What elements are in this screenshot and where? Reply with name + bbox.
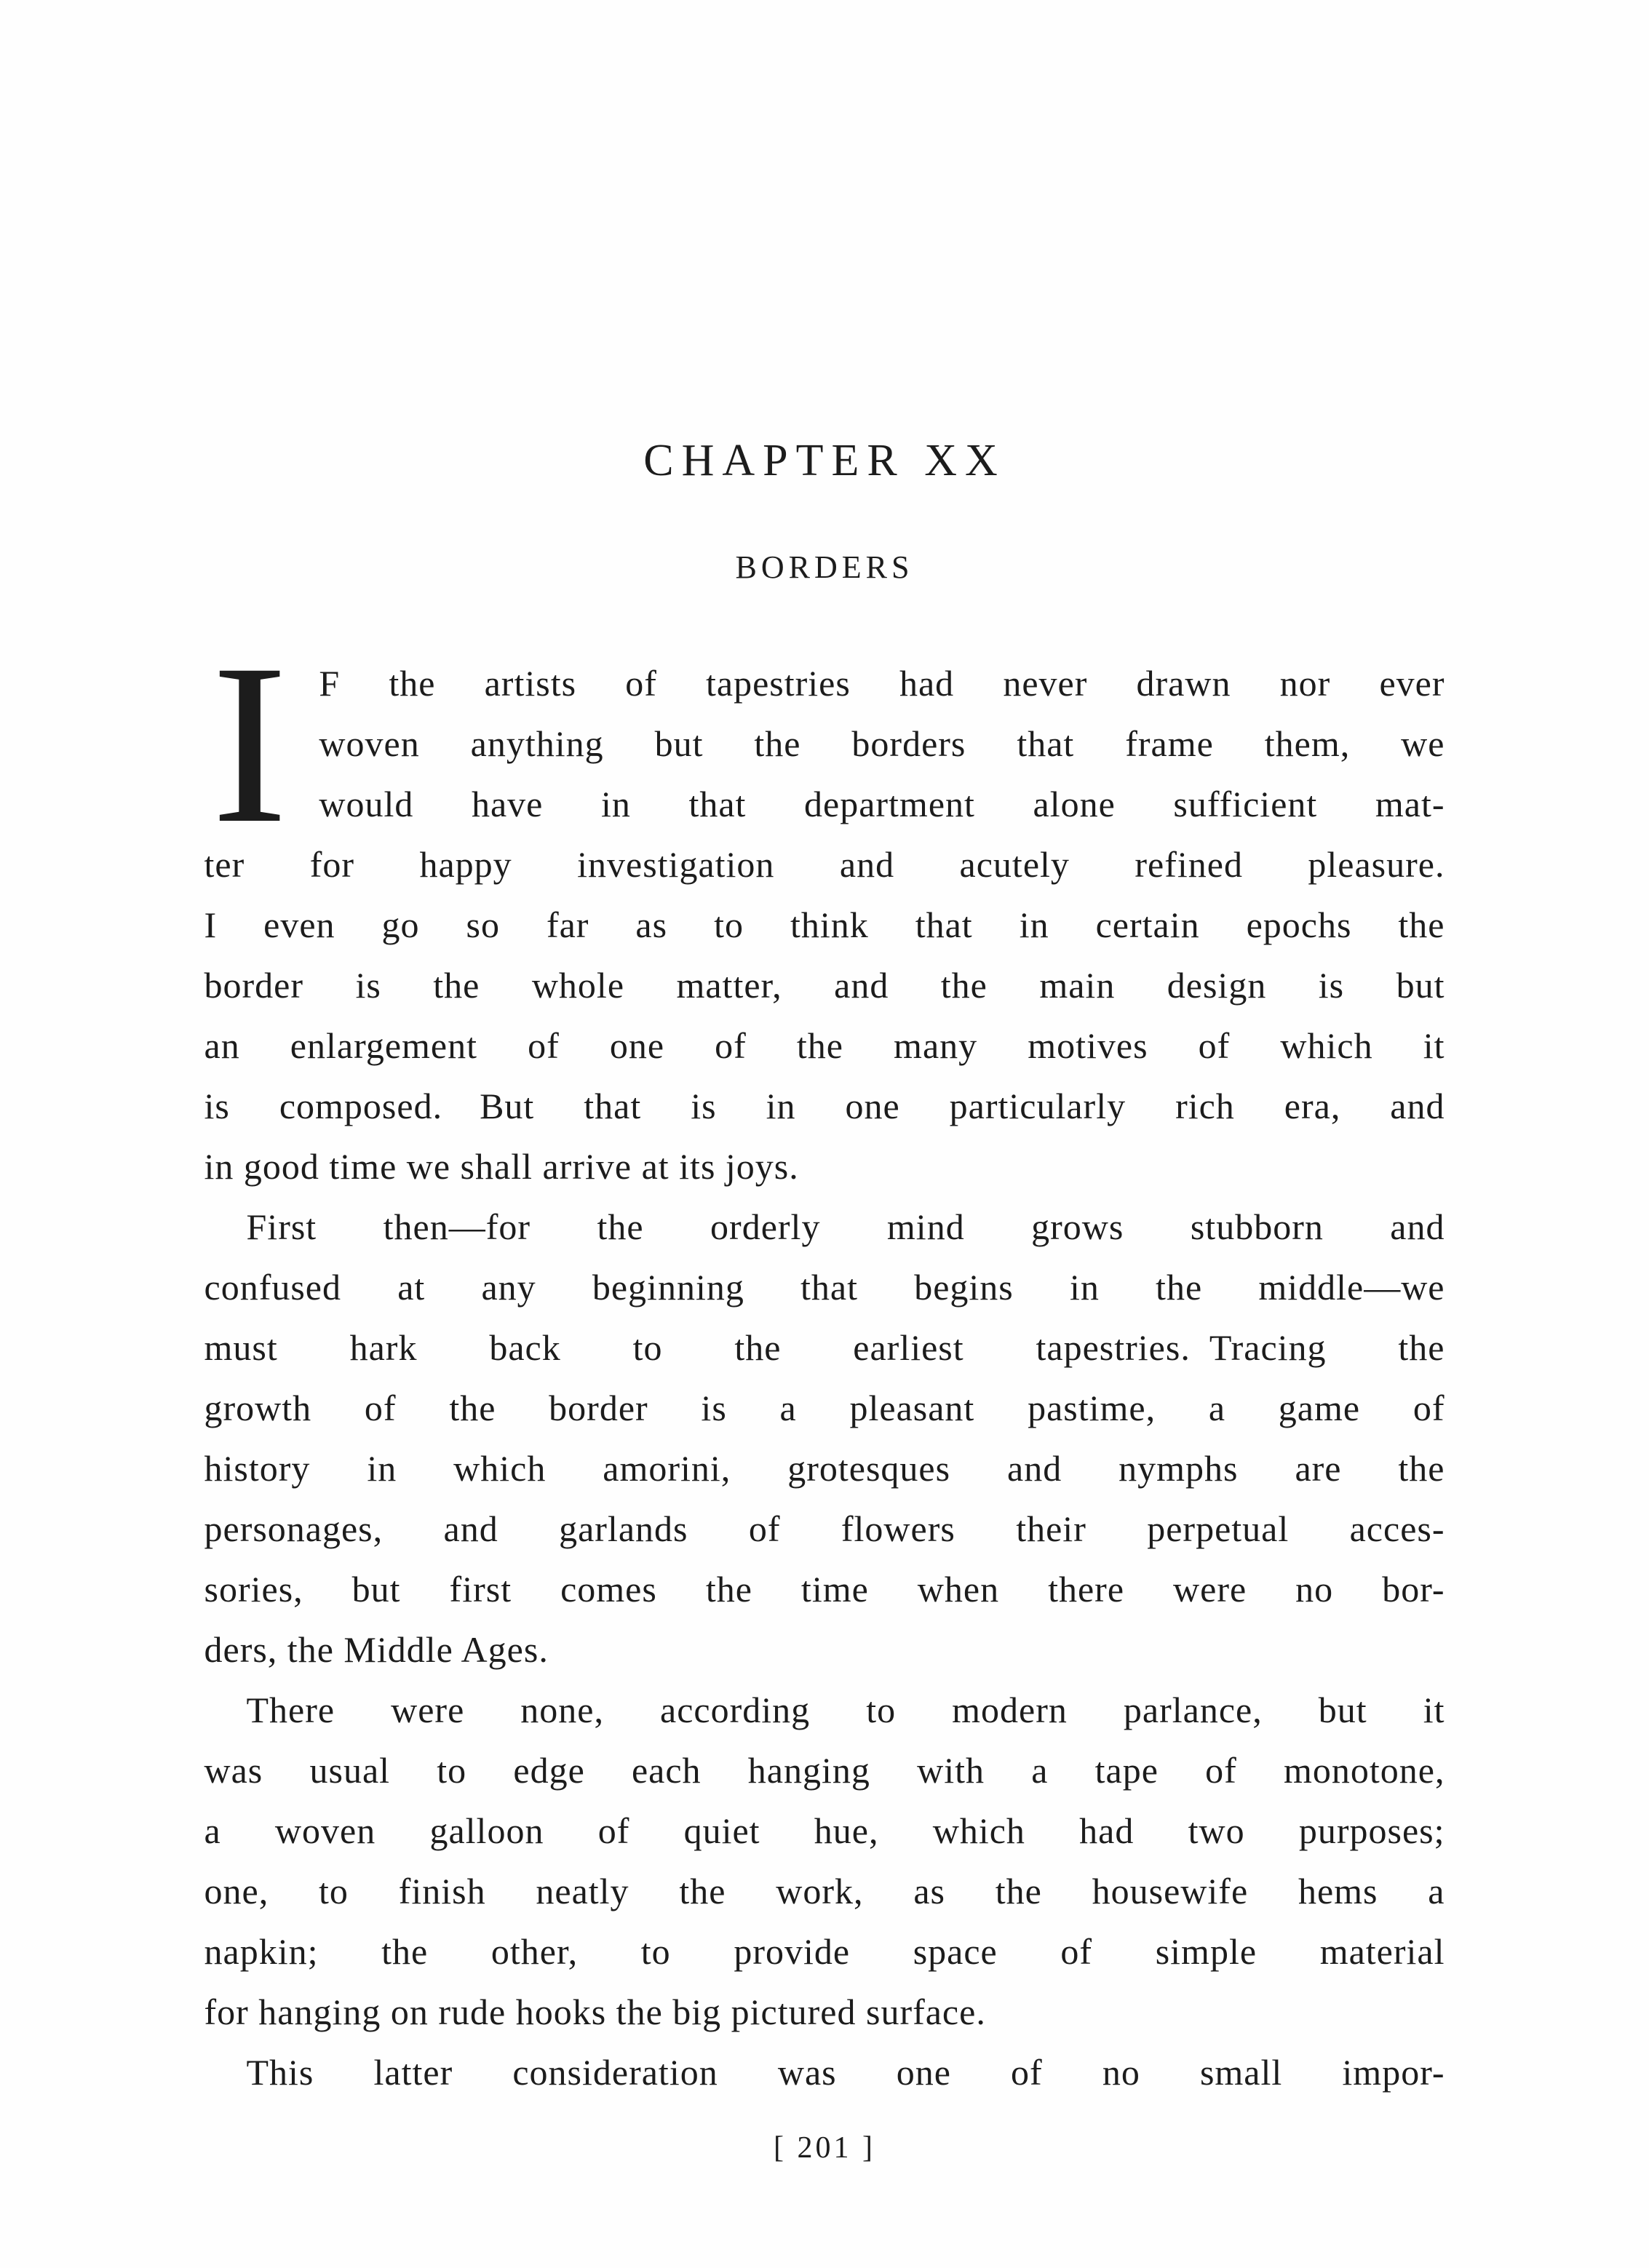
text-line: a woven galloon of quiet hue, which had two purposes; <box>204 1810 1445 1851</box>
text-line: ter for happy investigation and acutely refined pleasure. <box>204 843 1445 885</box>
text-line: This latter consideration was one of no small impor- <box>246 2051 1445 2093</box>
paragraph <box>204 616 1445 1197</box>
page-number: [ 201 ] <box>774 2130 875 2165</box>
text-line: for hanging on rude hooks the big pictured surface. <box>204 1991 986 2032</box>
drop-cap: I <box>211 616 289 871</box>
text-line: border is the whole matter, and the main design is but <box>204 964 1445 1006</box>
text-line: growth of the border is a pleasant pastime, a game of <box>204 1387 1445 1428</box>
text-line: napkin; the other, to provide space of simple material <box>204 1930 1445 1972</box>
text-line: was usual to edge each hanging with a tape of monotone, <box>204 1749 1445 1791</box>
paragraph <box>204 1680 1445 2042</box>
section-title: BORDERS <box>735 549 914 586</box>
text-line: ders, the Middle Ages. <box>204 1628 549 1670</box>
text-line: personages, and garlands of flowers their perpetual acces- <box>204 1508 1445 1549</box>
text-line: There were none, according to modern parlance, but it <box>246 1689 1445 1730</box>
text-line: one, to finish neatly the work, as the housewife hems a <box>204 1870 1445 1911</box>
text-line: history in which amorini, grotesques and nymphs are the <box>204 1447 1445 1489</box>
text-line: F the artists of tapestries had never drawn nor ever <box>319 662 1445 704</box>
text-line: woven anything but the borders that frame them, we <box>319 723 1445 764</box>
text-line: I even go so far as to think that in certain epochs the <box>204 904 1445 945</box>
text-line: sories, but first comes the time when there were no bor- <box>204 1568 1445 1610</box>
text-line: in good time we shall arrive at its joys. <box>204 1145 799 1187</box>
chapter-title: CHAPTER XX <box>643 436 1006 485</box>
text-line: First then—for the orderly mind grows stubborn and <box>246 1206 1445 1247</box>
body-text <box>204 616 1445 2103</box>
paragraph <box>204 1197 1445 1680</box>
text-line: must hark back to the earliest tapestries. Tracing the <box>204 1326 1445 1368</box>
text-line: an enlargement of one of the many motives of which it <box>204 1024 1445 1066</box>
paragraph <box>204 2042 1445 2103</box>
text-line: would have in that department alone sufficient mat- <box>319 783 1445 824</box>
text-line: confused at any beginning that begins in the middle—we <box>204 1266 1445 1308</box>
text-line: is composed. But that is in one particularly rich era, and <box>204 1085 1445 1126</box>
page-content <box>204 0 1445 2165</box>
